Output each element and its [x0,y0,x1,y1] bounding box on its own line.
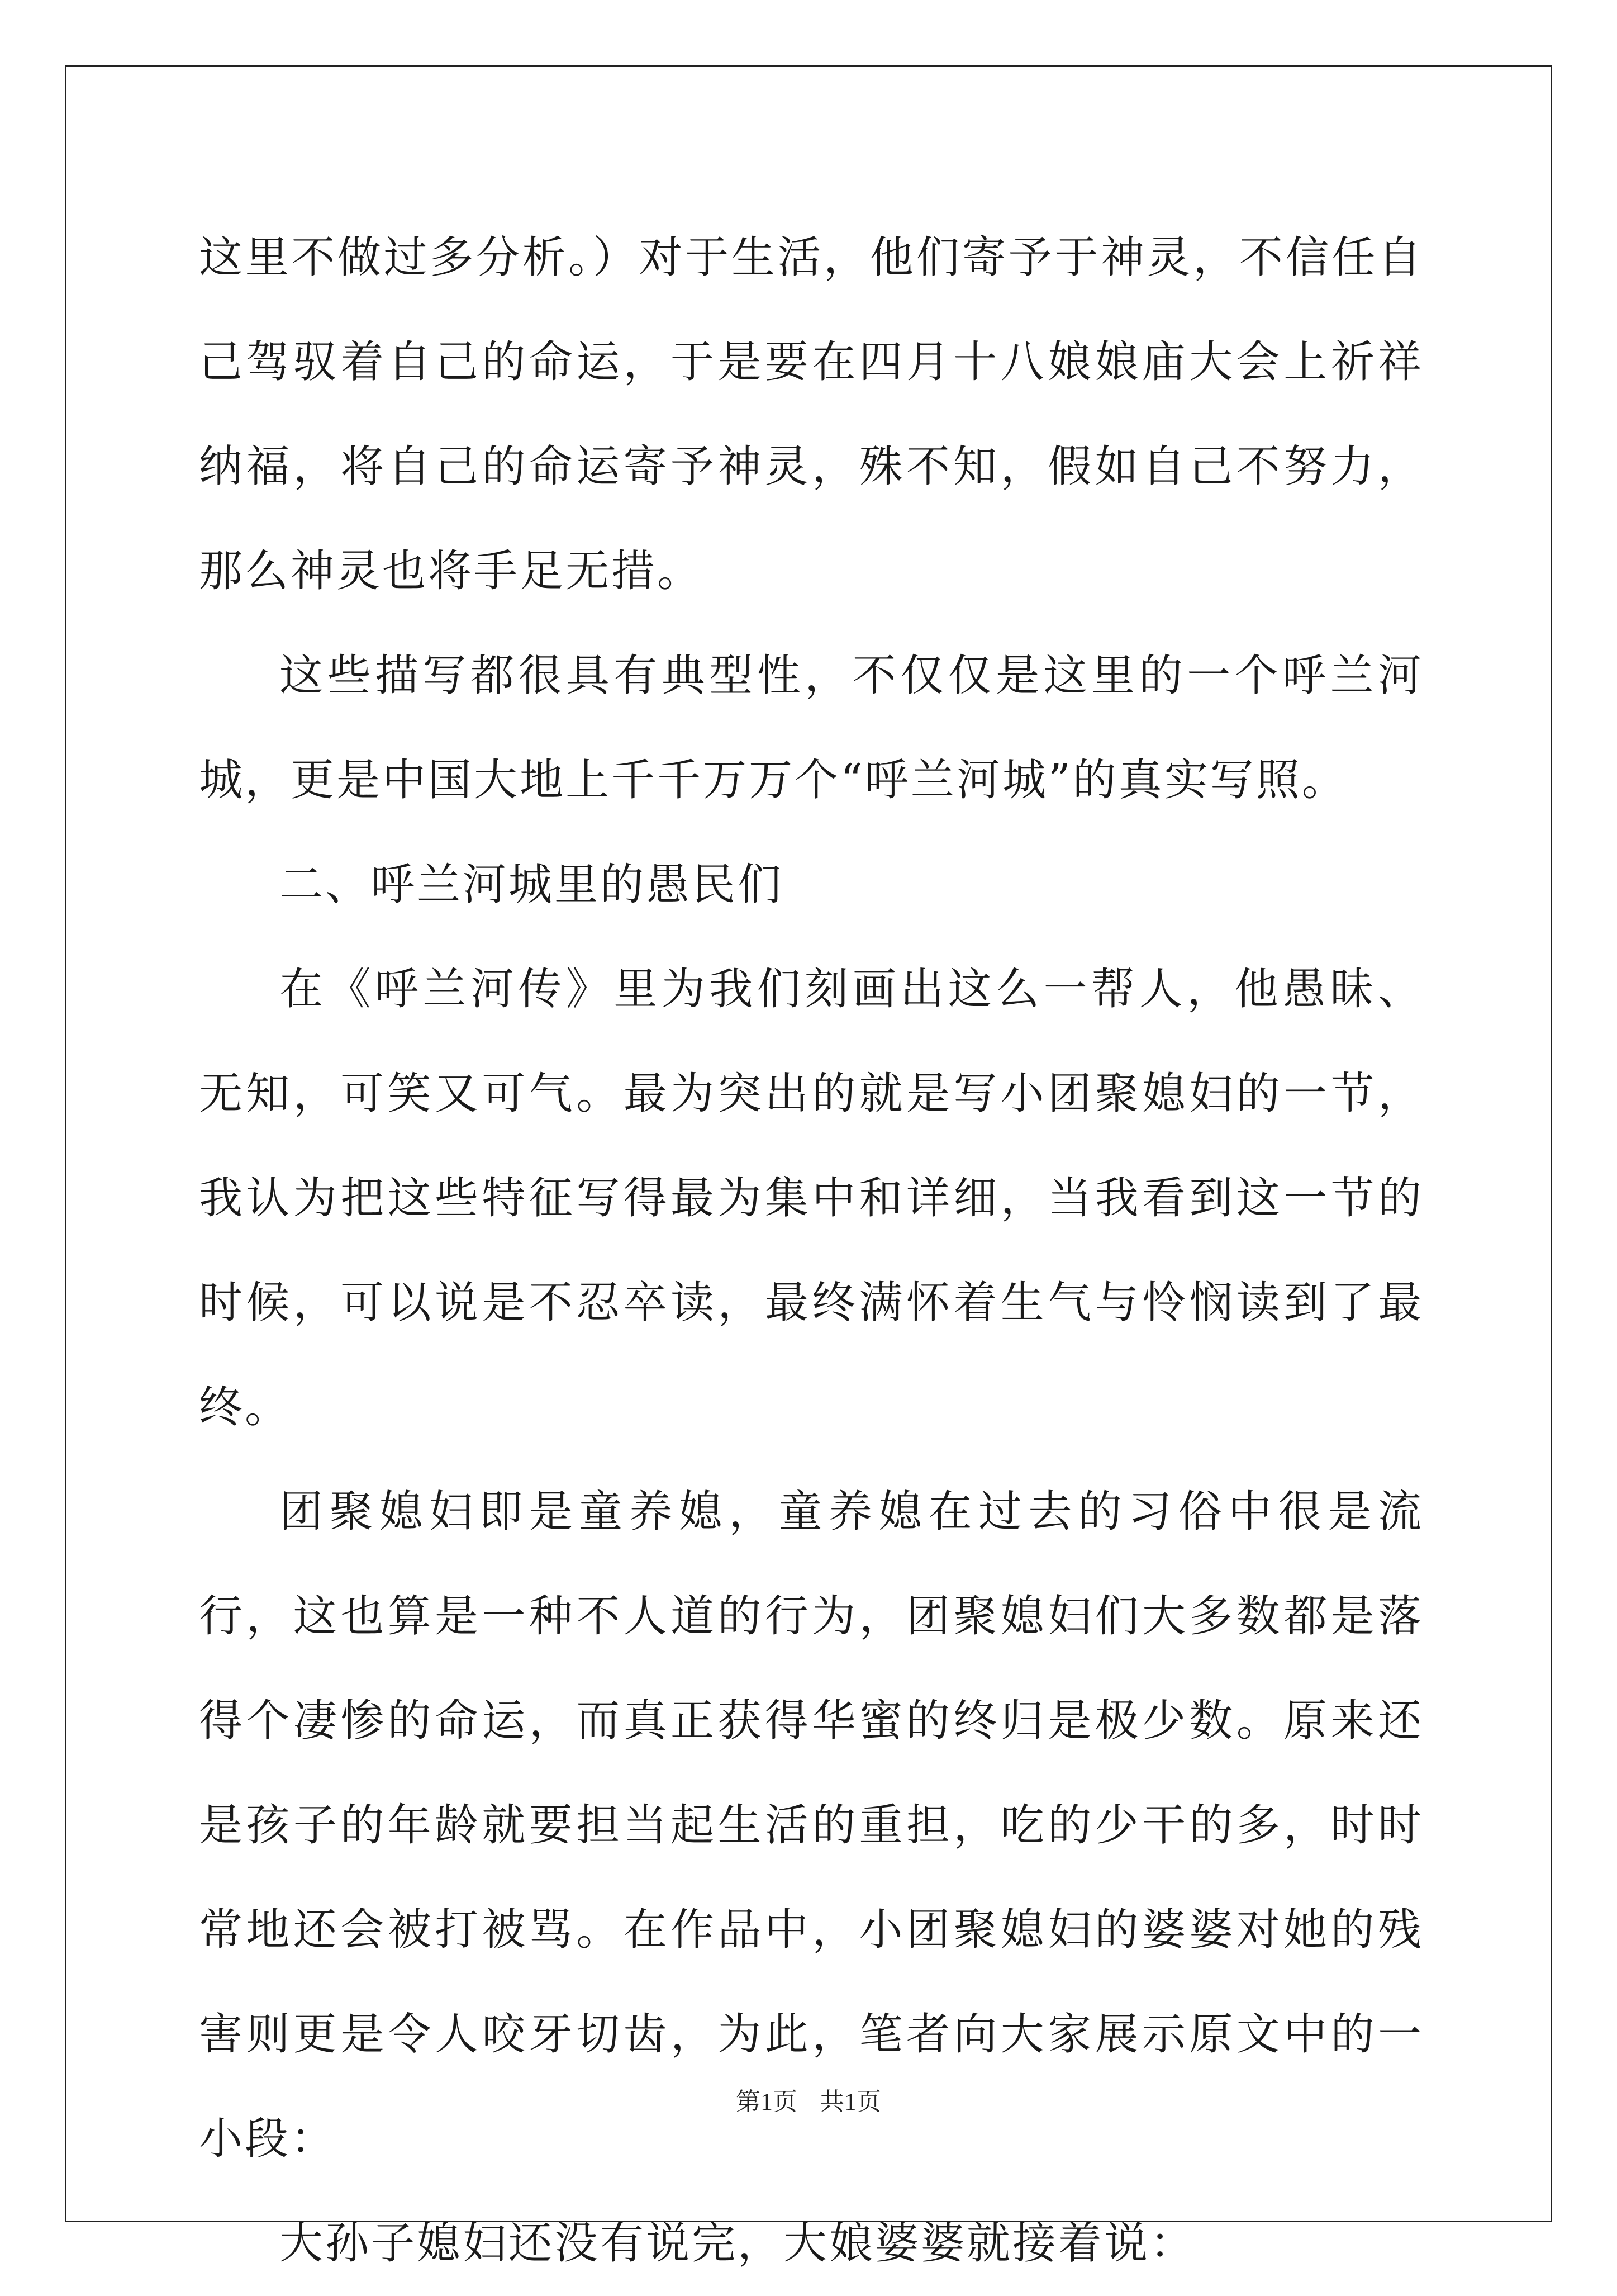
page-total: 共1页 [820,2088,881,2115]
paragraph: 在《呼兰河传》里为我们刻画出这么一帮人，他愚昧、无知，可笑又可气。最为突出的就是写小团聚媳妇的一节，我认为把这些特征写得最为集中和详细，当我看到这一节的时候，可以说是不忍卒读，最终满怀着生气与怜悯读到了最终。 [199,964,1424,1432]
paragraph-continuation: 这里不做过多分析。）对于生活，他们寄予于神灵，不信任自己驾驭着自己的命运，于是要在四月十八娘娘庙大会上祈祥纳福，将自己的命运寄予神灵，殊不知，假如自己不努力，那么神灵也将手足无措。 [199,233,1424,596]
paragraph: 这些描写都很具有典型性，不仅仅是这里的一个呼兰河城，更是中国大地上千千万万个“呼兰河城”的真实写照。 [199,651,1424,805]
page-number: 第1页 [736,2088,797,2115]
page-footer [0,2081,1617,2117]
section-heading: 二、呼兰河城里的愚民们 [279,860,784,910]
paragraph: 大孙子媳妇还没有说完，大娘婆婆就接着说： [279,2218,1196,2269]
paragraph: 团聚媳妇即是童养媳，童养媳在过去的习俗中很是流行，这也算是一种不人道的行为，团聚媳妇们大多数都是落得个凄惨的命运，而真正获得华蜜的终归是极少数。原来还是孩子的年龄就要担当起生活的重担，吃的少干的多，时时常地还会被打被骂。在作品中，小团聚媳妇的婆婆对她的残害则更是令人咬牙切齿，为此，笔者向大家展示原文中的一小段： [199,1487,1424,2164]
document-body [199,206,1424,2296]
